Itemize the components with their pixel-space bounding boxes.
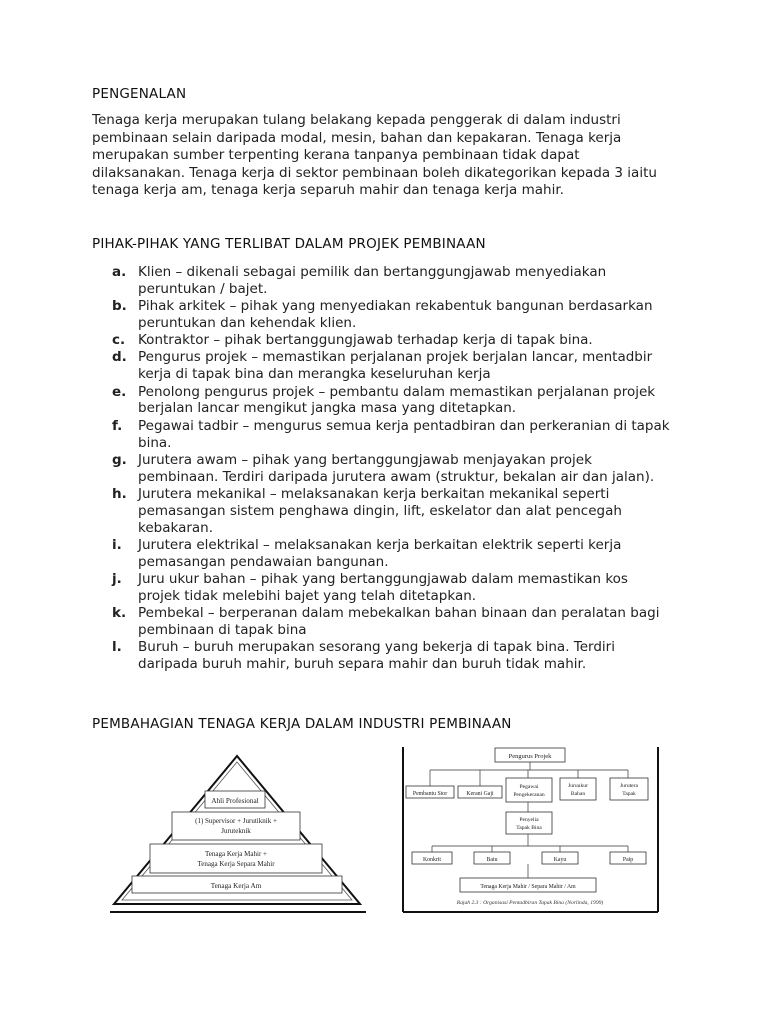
list-marker: k.: [112, 605, 127, 622]
list-marker: g.: [112, 451, 127, 468]
list-marker: e.: [112, 383, 127, 400]
list-item-text: Jurutera elektrikal – melaksanakan kerja berkaitan elektrik seperti kerja pemasangan pendawaian bangunan.: [138, 536, 622, 570]
list-marker: c.: [112, 332, 126, 349]
org-chart-figure: [402, 746, 660, 914]
org-row1-label-3a: Pegawai: [519, 784, 539, 790]
parties-list: [112, 264, 672, 673]
list-item: [112, 605, 672, 639]
pyramid-level-3-box: [150, 844, 322, 873]
list-item: [112, 571, 672, 605]
pyramid-diagram: [110, 748, 366, 914]
pyramid-level-3-label-line2: Tenaga Kerja Separa Mahir: [197, 860, 275, 868]
org-row1-label-3b: Pengekeranan: [513, 792, 545, 798]
list-item-text: Jurutera awam – pihak yang bertanggungjawab menjayakan projek pembinaan. Terdiri daripada jurutera awam (struktur, bekalan air dan jalan).: [138, 451, 655, 485]
org-chart-caption: Rajah 2.3 : Organisasi Pentadbiran Tapak Bina (Norlinda, 1999): [456, 900, 604, 906]
list-item: [112, 639, 672, 673]
list-item-text: Pengurus projek – memastikan perjalanan projek berjalan lancar, mentadbir kerja di tapak bina dan merangka keseluruhan kerja: [138, 349, 653, 383]
org-bottom-label: Tenaga Kerja Mahir / Separa Mahir / Am: [480, 884, 576, 890]
list-item: [112, 537, 672, 571]
org-trade-label-3: Kayu: [553, 857, 567, 863]
list-marker: h.: [112, 485, 127, 502]
pyramid-level-3-label-line1: Tenaga Kerja Mahir +: [205, 850, 267, 858]
org-trade-label-2: Batu: [486, 857, 498, 863]
org-chart-diagram: [402, 746, 660, 914]
division-heading: PEMBAHAGIAN TENAGA KERJA DALAM INDUSTRI PEMBINAAN: [92, 716, 512, 732]
org-top-label: Pengurus Projek: [508, 753, 552, 760]
intro-heading: PENGENALAN: [92, 86, 187, 102]
list-item-text: Juru ukur bahan – pihak yang bertanggungjawab dalam memastikan kos projek tidak melebihi bajet yang telah ditetapkan.: [138, 570, 628, 604]
parties-heading: PIHAK-PIHAK YANG TERLIBAT DALAM PROJEK PEMBINAAN: [92, 236, 486, 252]
pyramid-figure: [110, 748, 366, 914]
list-item-text: Kontraktor – pihak bertanggungjawab terhadap kerja di tapak bina.: [138, 332, 593, 349]
list-marker: b.: [112, 298, 127, 315]
list-marker: l.: [112, 639, 122, 656]
list-item: [112, 298, 672, 332]
list-item-text: Pembekal – berperanan dalam mebekalkan bahan binaan dan peralatan bagi pembinaan di tapak bina: [138, 605, 660, 638]
list-marker: a.: [112, 264, 127, 280]
list-item-text: Penolong pengurus projek – pembantu dalam memastikan perjalanan projek berjalan lancar mengikut jangka masa yang ditetapkan.: [138, 383, 656, 417]
list-marker: d.: [112, 349, 127, 366]
list-item: [112, 264, 672, 298]
list-item: [112, 452, 672, 486]
list-item: [112, 332, 672, 349]
org-trade-label-1: Konkrit: [422, 857, 442, 863]
list-item: [112, 384, 672, 418]
list-item-text: Klien – dikenali sebagai pemilik dan bertanggungjawab menyediakan peruntukan / bajet.: [138, 264, 607, 297]
list-marker: f.: [112, 417, 123, 434]
org-row1-label-4b: Bahan: [570, 791, 586, 797]
org-row1-label-5a: Jurutera: [619, 783, 639, 789]
list-item: [112, 418, 672, 452]
org-row1-label-1: Pembantu Stor: [412, 791, 448, 797]
list-item-text: Pegawai tadbir – mengurus semua kerja pentadbiran dan perkeranian di tapak bina.: [138, 417, 670, 451]
org-row1-label-5b: Tapak: [622, 791, 636, 797]
org-supervisor-label-a: Penyelia: [519, 817, 539, 823]
list-item-text: Jurutera mekanikal – melaksanakan kerja berkaitan mekanikal seperti pemasangan sistem penghawa dingin, lift, eskelator dan alat pencegah kebakaran.: [138, 485, 622, 536]
list-item-text: Buruh – buruh merupakan sesorang yang bekerja di tapak bina. Terdiri daripada buruh mahir, buruh separa mahir dan buruh tidak mahir.: [138, 639, 615, 673]
org-trade-label-4: Paip: [622, 857, 634, 863]
pyramid-level-2-label-line1: (1) Supervisor + Jurutiknik +: [195, 817, 277, 825]
org-supervisor-label-b: Tapak Bina: [516, 825, 542, 831]
org-row1-box-3: [506, 778, 552, 802]
pyramid-level-1-label: Ahli Profesional: [211, 797, 259, 805]
intro-paragraph: Tenaga kerja merupakan tulang belakang kepada penggerak di dalam industri pembinaan selain daripada modal, mesin, bahan dan kepakaran. Tenaga kerja merupakan sumber terpenting kerana tanpanya pembinaan tidak dapat dilaksanakan. Tenaga kerja di sektor pembinaan boleh dikategorikan kepada 3 iaitu tenaga kerja am, tenaga kerja separuh mahir dan tenaga kerja mahir.: [92, 112, 657, 198]
list-item-text: Pihak arkitek – pihak yang menyediakan rekabentuk bangunan berdasarkan peruntukan dan kehendak klien.: [138, 298, 653, 332]
list-item: [112, 349, 672, 383]
org-row1-label-4a: Juruukur: [568, 783, 588, 789]
list-item: [112, 486, 672, 537]
pyramid-level-4-label: Tenaga Kerja Am: [210, 882, 262, 890]
pyramid-level-2-label-line2: Juruteknik: [221, 827, 251, 835]
list-marker: i.: [112, 536, 122, 553]
org-row1-label-2: Kerani Gaji: [466, 791, 494, 797]
list-marker: j.: [112, 570, 122, 587]
